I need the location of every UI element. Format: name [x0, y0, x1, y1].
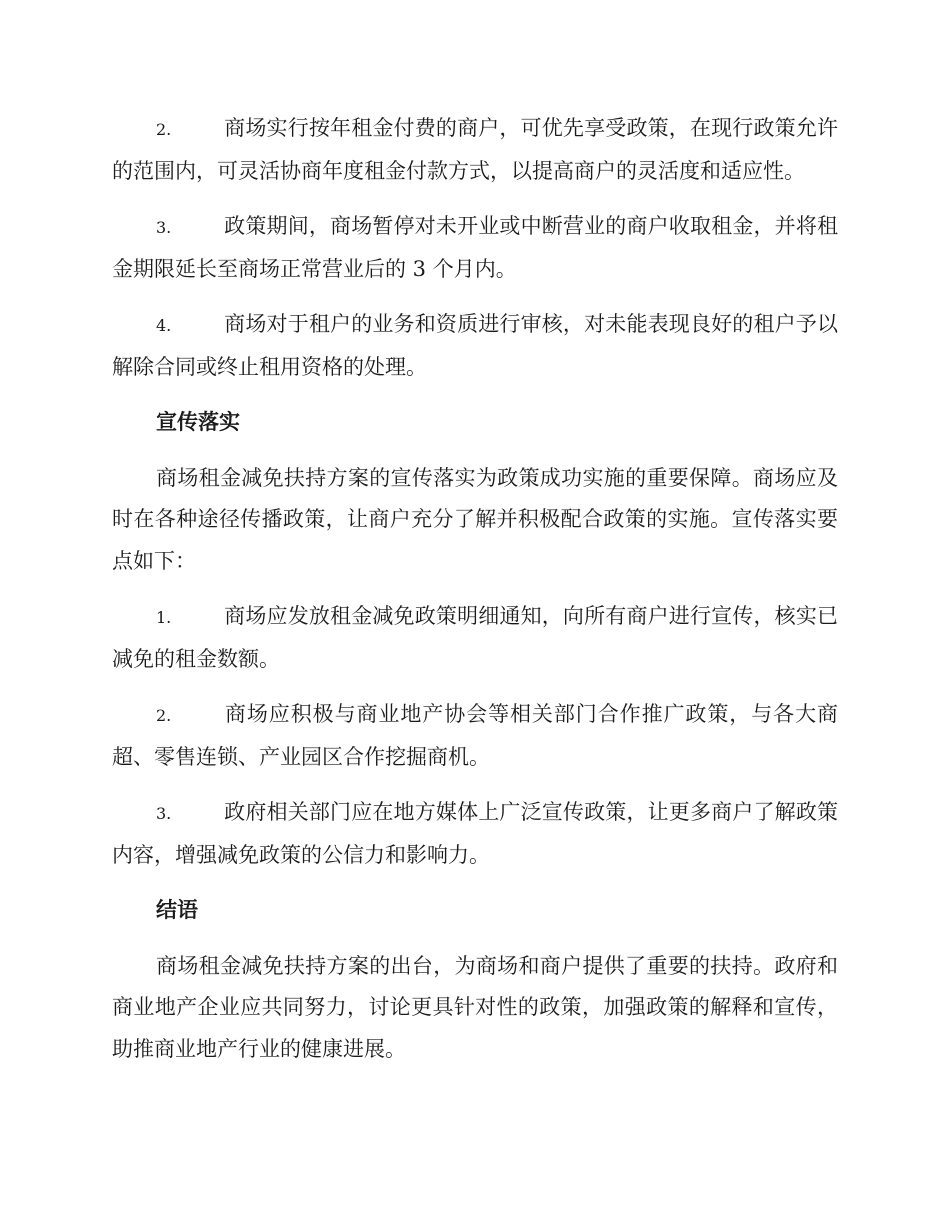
list-item [112, 206, 838, 290]
list-item [112, 792, 838, 876]
section-heading-publicity: 宣传落实 [156, 410, 240, 434]
list-item [112, 108, 838, 192]
list-item-text: 政府相关部门应在地方媒体上广泛宣传政策，让更多商户了解政策内容，增强减免政策的公信力和影响力。 [112, 800, 838, 867]
document-page [112, 108, 838, 1084]
list-number: 3. [156, 804, 172, 823]
list-number: 1. [156, 608, 172, 627]
list-number: 2. [156, 706, 172, 725]
publicity-intro-paragraph: 商场租金减免扶持方案的宣传落实为政策成功实施的重要保障。商场应及时在各种途径传播政策，让商户充分了解并积极配合政策的实施。宣传落实要点如下： [112, 465, 838, 573]
list-number: 2. [156, 120, 172, 139]
list-item-text: 政策期间，商场暂停对未开业或中断营业的商户收取租金，并将租金期限延长至商场正常营业后的 3 个月内。 [112, 214, 838, 281]
section-heading-conclusion: 结语 [156, 898, 198, 922]
list-item-text: 商场实行按年租金付费的商户，可优先享受政策，在现行政策允许的范围内，可灵活协商年度租金付款方式，以提高商户的灵活度和适应性。 [112, 116, 838, 183]
list-number: 4. [156, 316, 172, 335]
list-item-text: 商场应发放租金减免政策明细通知，向所有商户进行宣传，核实已减免的租金数额。 [112, 604, 838, 671]
list-item-text: 商场应积极与商业地产协会等相关部门合作推广政策，与各大商超、零售连锁、产业园区合作挖掘商机。 [112, 702, 838, 769]
list-item [112, 304, 838, 388]
list-item [112, 596, 838, 680]
list-number: 3. [156, 218, 172, 237]
list-item [112, 694, 838, 778]
list-item-text: 商场对于租户的业务和资质进行审核，对未能表现良好的租户予以解除合同或终止租用资格的处理。 [112, 312, 838, 379]
conclusion-paragraph: 商场租金减免扶持方案的出台，为商场和商户提供了重要的扶持。政府和商业地产企业应共同努力，讨论更具针对性的政策，加强政策的解释和宣传，助推商业地产行业的健康进展。 [112, 953, 838, 1061]
